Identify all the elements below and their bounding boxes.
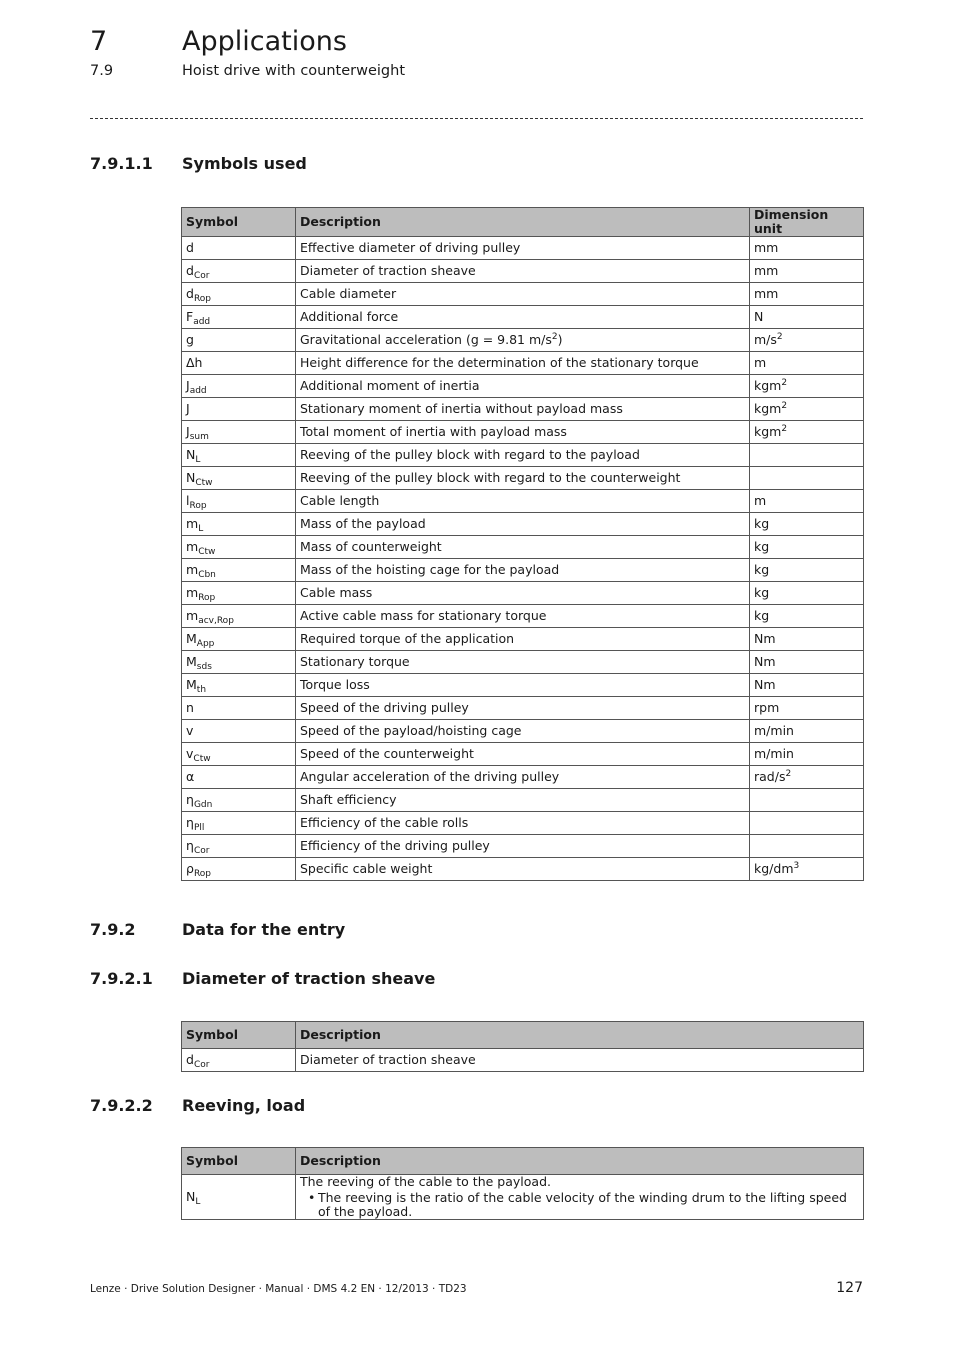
unit-cell: [750, 329, 864, 352]
symbols-table-body: [182, 237, 864, 881]
symbol-subscript: Ctw: [195, 478, 213, 488]
unit-superscript: 2: [776, 332, 783, 342]
table-row: [182, 1175, 864, 1220]
symbol-cell: [182, 421, 296, 444]
table-row: [182, 858, 864, 881]
description-cell: Stationary moment of inertia without payload mass: [296, 398, 750, 421]
table-row: [182, 329, 864, 352]
symbol-cell: [182, 605, 296, 628]
symbol-cell: [182, 467, 296, 490]
symbol-subscript: Rop: [189, 501, 207, 511]
heading-number: 7.9.2: [90, 920, 136, 939]
heading-number: 7.9.1.1: [90, 154, 153, 173]
symbol-subscript: Pll: [193, 823, 205, 833]
unit-text: m/s: [754, 332, 777, 347]
symbol-subscript: Rop: [193, 869, 212, 879]
unit-cell: [750, 467, 864, 490]
description-cell: Required torque of the application: [296, 628, 750, 651]
dashed-divider: [90, 118, 863, 119]
symbol-subscript: Rop: [193, 294, 212, 304]
symbol-cell: [182, 444, 296, 467]
unit-text: kg: [754, 539, 770, 554]
table-row: [182, 260, 864, 283]
description-cell: Diameter of traction sheave: [296, 260, 750, 283]
symbol-base: l: [186, 493, 190, 508]
description-cell: Mass of the payload: [296, 513, 750, 536]
description-cell: Specific cable weight: [296, 858, 750, 881]
description-cell: Active cable mass for stationary torque: [296, 605, 750, 628]
table-row: [182, 812, 864, 835]
header-symbol: Symbol: [182, 208, 296, 237]
unit-cell: [750, 237, 864, 260]
table-row: [182, 421, 864, 444]
symbol-base: η: [186, 792, 194, 807]
symbol-base: m: [186, 539, 199, 554]
description-cell: Shaft efficiency: [296, 789, 750, 812]
exponent: 2: [551, 332, 558, 342]
description-cell: Speed of the driving pulley: [296, 697, 750, 720]
symbol-base: ρ: [186, 861, 194, 876]
symbol-base: m: [186, 585, 199, 600]
description-cell: Cable diameter: [296, 283, 750, 306]
symbol-subscript: Cor: [193, 1060, 210, 1070]
unit-text: kgm: [754, 401, 782, 416]
symbol-base: F: [186, 309, 194, 324]
symbol-subscript: L: [198, 524, 204, 534]
table-row: [182, 398, 864, 421]
table-row: [182, 766, 864, 789]
table-header-row: [182, 208, 864, 237]
symbol-subscript: Rop: [198, 593, 216, 603]
symbol-subscript: add: [193, 317, 211, 327]
unit-superscript: 2: [785, 769, 792, 779]
reeving-table: [181, 1147, 864, 1220]
symbol-subscript: Cor: [193, 846, 210, 856]
symbol-base: M: [186, 677, 197, 692]
description-cell: Gravitational acceleration (g = 9.81 $m/s^2$): [296, 329, 750, 352]
table-row: [182, 536, 864, 559]
symbol-cell: [182, 789, 296, 812]
unit-cell: [750, 513, 864, 536]
symbol-base: J: [186, 378, 190, 393]
symbol-cell: [182, 513, 296, 536]
description-cell: Effective diameter of driving pulley: [296, 237, 750, 260]
heading-number: 7.9.2.1: [90, 969, 153, 988]
symbol-cell: [182, 352, 296, 375]
table-row: [182, 283, 864, 306]
description-cell: [296, 1175, 864, 1220]
description-cell: Additional moment of inertia: [296, 375, 750, 398]
symbol-subscript: th: [196, 685, 207, 695]
unit-cell: [750, 743, 864, 766]
unit-cell: [750, 582, 864, 605]
unit-text: m: [754, 493, 767, 508]
description-cell: Cable mass: [296, 582, 750, 605]
unit-text: Nm: [754, 654, 776, 669]
description-cell: Efficiency of the driving pulley: [296, 835, 750, 858]
symbol-subscript: add: [189, 386, 207, 396]
symbol-base: g: [186, 332, 194, 347]
symbol-subscript: acv,Rop: [198, 616, 234, 626]
symbol-cell: [182, 720, 296, 743]
unit-text: m/min: [754, 723, 794, 738]
unit-cell: [750, 306, 864, 329]
symbol-cell: [182, 375, 296, 398]
description-cell: Reeving of the pulley block with regard to the payload: [296, 444, 750, 467]
symbol-cell: [182, 835, 296, 858]
symbol-cell: [182, 329, 296, 352]
table-row: [182, 467, 864, 490]
symbols-table: [181, 207, 864, 881]
symbol-subscript: Cor: [193, 271, 210, 281]
symbol-cell: [182, 743, 296, 766]
description-bullets: [300, 1191, 859, 1219]
unit-text: kg: [754, 585, 770, 600]
unit-cell: [750, 605, 864, 628]
description-cell: Torque loss: [296, 674, 750, 697]
symbol-cell: [182, 674, 296, 697]
unit-cell: [750, 766, 864, 789]
unit-cell: [750, 674, 864, 697]
unit-text: mm: [754, 286, 779, 301]
heading-text: Symbols used: [182, 154, 307, 173]
symbol-base: d: [186, 240, 194, 255]
table-row: [182, 490, 864, 513]
unit-text: kgm: [754, 378, 782, 393]
symbol-base: η: [186, 838, 194, 853]
table-row: [182, 375, 864, 398]
symbol-base: J: [186, 401, 190, 416]
unit-text: N: [754, 309, 764, 324]
table-row: [182, 697, 864, 720]
description-cell: Diameter of traction sheave: [296, 1049, 864, 1072]
symbol-cell: [182, 628, 296, 651]
unit-superscript: 2: [781, 378, 788, 388]
symbol-base: d: [186, 263, 194, 278]
unit-text: kg: [754, 562, 770, 577]
header-symbol: Symbol: [182, 1148, 296, 1175]
symbol-cell: [182, 582, 296, 605]
unit-superscript: 2: [781, 401, 788, 411]
description-cell: Cable length: [296, 490, 750, 513]
unit-superscript: 3: [793, 861, 800, 871]
description-cell: Speed of the counterweight: [296, 743, 750, 766]
header-symbol: Symbol: [182, 1022, 296, 1049]
description-cell: Mass of counterweight: [296, 536, 750, 559]
unit-cell: [750, 697, 864, 720]
unit-text: m/min: [754, 746, 794, 761]
table-row: [182, 720, 864, 743]
description-cell: Efficiency of the cable rolls: [296, 812, 750, 835]
unit-cell: [750, 490, 864, 513]
unit-cell: [750, 536, 864, 559]
symbol-base: v: [186, 723, 194, 738]
table-row: [182, 352, 864, 375]
unit-cell: [750, 858, 864, 881]
symbol-base: Δh: [186, 355, 203, 370]
symbol-base: n: [186, 700, 194, 715]
symbol-cell: [182, 766, 296, 789]
symbol-cell: [182, 237, 296, 260]
unit-text: mm: [754, 240, 779, 255]
symbol-cell: [182, 1175, 296, 1220]
unit-cell: [750, 283, 864, 306]
description-cell: Total moment of inertia with payload mass: [296, 421, 750, 444]
symbol-subscript: sum: [189, 432, 209, 442]
unit-cell: [750, 398, 864, 421]
unit-text: kg: [754, 516, 770, 531]
symbol-subscript: sds: [196, 662, 212, 672]
symbol-subscript: Cbn: [198, 570, 216, 580]
symbol-subscript: L: [195, 1197, 201, 1207]
unit-text: rpm: [754, 700, 780, 715]
table-row: [182, 1049, 864, 1072]
description-cell: Speed of the payload/hoisting cage: [296, 720, 750, 743]
symbol-cell: [182, 697, 296, 720]
unit-cell: [750, 651, 864, 674]
symbol-cell: [182, 1049, 296, 1072]
unit-text: kg/dm: [754, 861, 794, 876]
symbol-base: η: [186, 815, 194, 830]
bullet-item: • The reeving is the ratio of the cable velocity of the winding drum to the lifting speed of the payload.: [318, 1191, 859, 1219]
symbol-subscript: Ctw: [198, 547, 216, 557]
symbol-cell: [182, 490, 296, 513]
unit-text: kg: [754, 608, 770, 623]
unit-cell: [750, 260, 864, 283]
table-header-row: [182, 1022, 864, 1049]
unit-cell: [750, 559, 864, 582]
symbol-cell: [182, 260, 296, 283]
unit-text: rad/s: [754, 769, 786, 784]
table-row: [182, 651, 864, 674]
symbol-base: d: [186, 286, 194, 301]
symbol-subscript: App: [196, 639, 215, 649]
unit-superscript: 2: [781, 424, 788, 434]
description-cell: Additional force: [296, 306, 750, 329]
section-number: 7.9: [90, 63, 114, 79]
table-row: [182, 605, 864, 628]
section-title: Hoist drive with counterweight: [182, 63, 406, 79]
table-header-row: [182, 1148, 864, 1175]
symbol-base: M: [186, 631, 197, 646]
symbol-cell: [182, 559, 296, 582]
symbol-cell: [182, 536, 296, 559]
description-cell: Mass of the hoisting cage for the payload: [296, 559, 750, 582]
symbol-cell: [182, 812, 296, 835]
footer-document-info: Lenze · Drive Solution Designer · Manual · DMS 4.2 EN · 12/2013 · TD23: [90, 1283, 467, 1295]
diameter-table: [181, 1021, 864, 1072]
symbol-base: N: [186, 1189, 196, 1204]
symbol-base: d: [186, 1052, 194, 1067]
table-row: [182, 559, 864, 582]
table-row: [182, 835, 864, 858]
symbol-subscript: Ctw: [193, 754, 211, 764]
symbol-cell: [182, 651, 296, 674]
unit-text: mm: [754, 263, 779, 278]
header-description: Description: [296, 208, 750, 237]
symbol-base: J: [186, 424, 190, 439]
unit-cell: [750, 835, 864, 858]
symbol-subscript: Gdn: [193, 800, 213, 810]
table-row: [182, 306, 864, 329]
unit-cell: [750, 375, 864, 398]
table-row: [182, 237, 864, 260]
description-cell: Height difference for the determination of the stationary torque: [296, 352, 750, 375]
symbol-subscript: L: [195, 455, 201, 465]
unit-cell: [750, 812, 864, 835]
unit-text: m: [754, 355, 767, 370]
symbol-base: N: [186, 447, 196, 462]
symbol-base: m: [186, 608, 199, 623]
heading-text: Reeving, load: [182, 1096, 306, 1115]
table-row: [182, 789, 864, 812]
table-row: [182, 582, 864, 605]
unit-text: kgm: [754, 424, 782, 439]
description-cell: Angular acceleration of the driving pulley: [296, 766, 750, 789]
header-description: Description: [296, 1022, 864, 1049]
heading-text: Diameter of traction sheave: [182, 969, 436, 988]
unit-cell: [750, 444, 864, 467]
unit-cell: [750, 352, 864, 375]
unit-cell: [750, 421, 864, 444]
unit-text: Nm: [754, 677, 776, 692]
description-cell: Reeving of the pulley block with regard to the counterweight: [296, 467, 750, 490]
heading-text: Data for the entry: [182, 920, 346, 939]
symbol-base: M: [186, 654, 197, 669]
header-description: Description: [296, 1148, 864, 1175]
table-row: [182, 513, 864, 536]
symbol-base: v: [186, 746, 194, 761]
unit-cell: [750, 628, 864, 651]
table-row: [182, 743, 864, 766]
symbol-cell: [182, 858, 296, 881]
symbol-base: N: [186, 470, 196, 485]
table-row: [182, 674, 864, 697]
heading-number: 7.9.2.2: [90, 1096, 153, 1115]
symbol-base: m: [186, 516, 199, 531]
description-cell: Stationary torque: [296, 651, 750, 674]
symbol-cell: [182, 398, 296, 421]
header-dimension-unit: Dimension unit: [750, 208, 864, 237]
symbol-cell: [182, 306, 296, 329]
table-row: [182, 628, 864, 651]
description-text: The reeving of the cable to the payload.: [300, 1174, 551, 1189]
symbol-base: m: [186, 562, 199, 577]
symbol-base: α: [186, 769, 195, 784]
unit-cell: [750, 720, 864, 743]
chapter-title: Applications: [182, 26, 347, 57]
symbol-cell: [182, 283, 296, 306]
footer-page-number: 127: [836, 1280, 863, 1296]
chapter-number: 7: [90, 26, 108, 57]
unit-cell: [750, 789, 864, 812]
unit-text: Nm: [754, 631, 776, 646]
table-row: [182, 444, 864, 467]
